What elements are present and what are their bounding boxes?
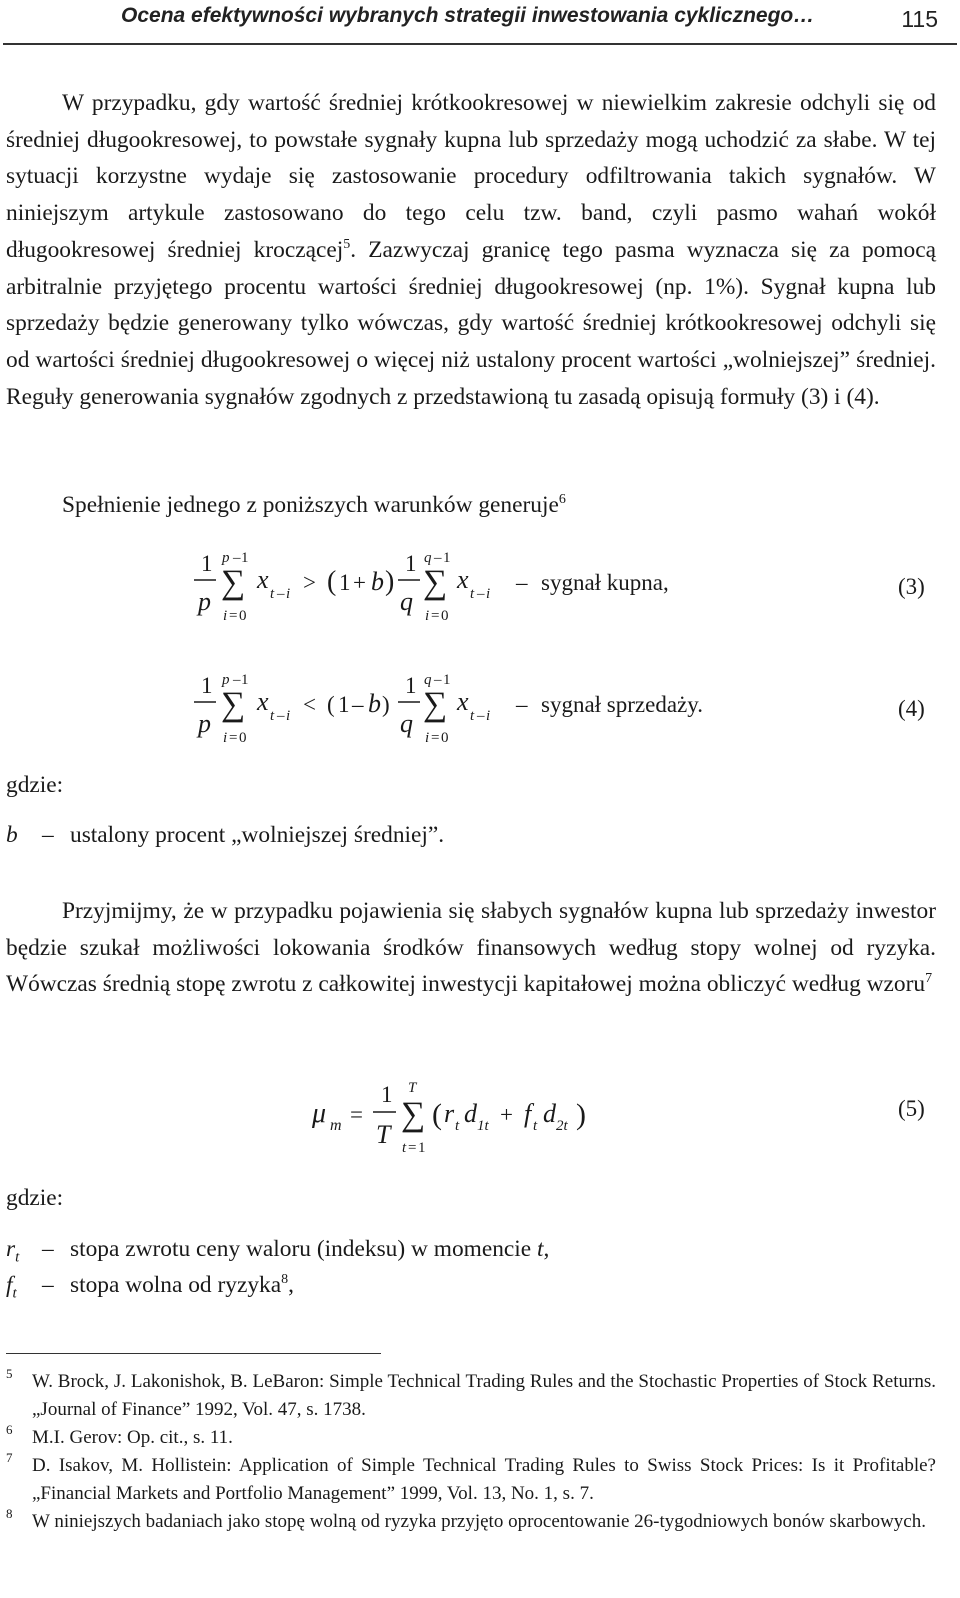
running-header: [0, 0, 960, 44]
svg-text:i: i: [486, 708, 491, 724]
svg-text:i: i: [286, 708, 291, 724]
r-subscript: t: [455, 1118, 460, 1134]
footnote-ref-5[interactable]: 5: [343, 237, 351, 253]
definition-list-1: [6, 822, 936, 856]
svg-text:t: t: [470, 586, 475, 602]
svg-text:1: 1: [418, 1140, 426, 1156]
plus-sign: +: [500, 1102, 513, 1127]
svg-text:p: p: [222, 550, 230, 566]
intro-text: Spełnienie jednego z poniższych warunków generuje: [62, 492, 559, 518]
where-label-1: gdzie:: [6, 772, 64, 798]
body-paragraph-2: [6, 893, 936, 1003]
mu-symbol: μ: [312, 1098, 327, 1129]
sum-sign-2: ∑: [423, 686, 448, 723]
formula-4: [0, 662, 960, 762]
fraction-denominator: T: [376, 1120, 391, 1149]
variable-f: f: [524, 1099, 532, 1128]
def-symbol: b: [6, 822, 18, 848]
factor-paren-close: ): [382, 692, 390, 717]
def-text: ustalony procent „wolniejszej średniej”.: [70, 822, 445, 848]
paren-close: ): [576, 1098, 586, 1131]
factor-b: b: [368, 689, 381, 718]
footnote-number: 8: [6, 1506, 13, 1521]
factor-b: b: [371, 567, 384, 596]
svg-text:p: p: [222, 672, 230, 688]
def-symbol: $f_t$: [6, 1272, 17, 1302]
subscript-t-i: [270, 708, 290, 724]
variable-x-2: x: [457, 687, 469, 716]
where-label-2: gdzie:: [6, 1185, 64, 1211]
footnote-8: [6, 1508, 936, 1536]
svg-text:=: =: [431, 730, 440, 746]
fraction-numerator: 1: [381, 1082, 393, 1107]
svg-text:–: –: [477, 708, 485, 724]
factor-paren-open: (: [327, 692, 335, 717]
paragraph-2-text: Przyjmijmy, że w przypadku pojawienia się słabych sygnałów kupna lub sprzedaży inwestor będzie szukał możliwości lokowania środków finansowych według stopy wolnej od ryzyka. Wówczas średnią stopę zwrotu z całkowitej inwestycji kapitałowej można obliczyć według wzoru: [6, 898, 936, 998]
svg-text:t: t: [270, 586, 275, 602]
lower-limit-2: [425, 608, 449, 624]
def-dash: –: [42, 1236, 54, 1262]
subscript-t-i-2: [470, 586, 490, 602]
svg-text:–: –: [277, 586, 285, 602]
svg-text:–: –: [477, 586, 485, 602]
svg-text:i: i: [286, 586, 291, 602]
factor-paren-open: (: [327, 566, 337, 597]
def-text: stopa wolna od ryzyka$^8$,: [70, 1272, 294, 1298]
svg-text:i: i: [425, 730, 430, 746]
d2-subscript: 2t: [556, 1118, 568, 1134]
svg-text:–: –: [233, 672, 241, 688]
formula-3: [0, 540, 960, 640]
footnote-6: [6, 1424, 936, 1452]
svg-text:0: 0: [239, 730, 247, 746]
footnote-text: M.I. Gerov: Op. cit., s. 11.: [32, 1427, 233, 1448]
footnote-text: W niniejszych badaniach jako stopę wolną od ryzyka przyjęto oprocentowanie 26-tygodniowych bonów skarbowych.: [32, 1511, 926, 1532]
factor-one: 1: [339, 570, 351, 595]
formula-5-svg: [0, 1070, 960, 1170]
svg-text:i: i: [223, 608, 228, 624]
paren-open: (: [432, 1098, 442, 1131]
subscript-t-i: [270, 586, 290, 602]
footnote-7: [6, 1452, 936, 1508]
def-dash: –: [42, 822, 54, 848]
variable-d1: d: [464, 1099, 477, 1128]
sum-sign: ∑: [221, 686, 246, 723]
fraction-denominator: p: [198, 709, 211, 738]
body-paragraph-1: [6, 85, 936, 415]
fraction-numerator-2: 1: [405, 551, 417, 576]
svg-text:1: 1: [241, 672, 249, 688]
svg-text:t: t: [470, 708, 475, 724]
footnote-text: W. Brock, J. Lakonishok, B. LeBaron: Simple Technical Trading Rules and the Stochastic Properties of Stock Returns. „Journal of Finance” 1992, Vol. 47, s. 1738.: [32, 1371, 936, 1420]
footnotes: [6, 1368, 936, 1536]
intro-line: [62, 492, 566, 519]
svg-text:=: =: [408, 1140, 417, 1156]
factor-one: 1: [338, 692, 350, 717]
footnote-ref-7[interactable]: 7: [925, 971, 933, 987]
svg-text:–: –: [434, 672, 442, 688]
svg-text:0: 0: [441, 730, 449, 746]
footnote-number: 6: [6, 1422, 13, 1437]
svg-text:1: 1: [443, 672, 451, 688]
equation-number: (4): [898, 696, 925, 721]
svg-text:=: =: [229, 608, 238, 624]
formula-label: sygnał kupna,: [541, 570, 669, 595]
svg-text:1: 1: [241, 550, 249, 566]
footnote-separator: [6, 1353, 381, 1354]
svg-text:0: 0: [239, 608, 247, 624]
footnote-5: [6, 1368, 936, 1424]
def-dash: –: [42, 1272, 54, 1298]
subscript-t-i-2: [470, 708, 490, 724]
fraction-denominator-2: q: [400, 587, 413, 616]
equation-number: (5): [898, 1096, 925, 1121]
def-symbol: $r_t$: [6, 1236, 20, 1266]
lower-limit: [223, 730, 247, 746]
footnote-ref-8[interactable]: 8: [281, 1272, 289, 1288]
svg-text:–: –: [434, 550, 442, 566]
svg-text:i: i: [486, 586, 491, 602]
svg-text:t: t: [402, 1140, 407, 1156]
paragraph-1-text-a: W przypadku, gdy wartość średniej krótkookresowej w niewielkim zakresie odchyli się od średniej długookresowej, to powstałe sygnały kupna lub sprzedaży mogą uchodzić za słabe. W tej sytuacji korzystne wydaje się zastosowanie procedury odfiltrowania takich sygnałów. W niniejszym artykule zastosowano do tego celu tzw. band, czyli pasmo wahań wokół długookresowej średniej kroczącej: [6, 90, 936, 263]
footnote-text: D. Isakov, M. Hollistein: Application of Simple Technical Trading Rules to Swiss Stock Prices: Is it Profitable? „Financial Markets and Portfolio Management” 1999, Vol. 13, No. 1, s. 7.: [32, 1455, 936, 1504]
svg-text:q: q: [424, 672, 432, 688]
svg-text:=: =: [229, 730, 238, 746]
header-rule: [3, 43, 957, 45]
footnote-number: 7: [6, 1450, 13, 1465]
upper-limit: T: [408, 1080, 417, 1096]
label-dash: –: [516, 692, 528, 717]
svg-text:0: 0: [441, 608, 449, 624]
formula-label: sygnał sprzedaży.: [541, 692, 703, 717]
fraction-denominator: p: [198, 587, 211, 616]
label-dash: –: [516, 570, 528, 595]
page-number: 115: [901, 6, 938, 32]
formula-3-svg: [0, 540, 960, 640]
lower-limit: [402, 1140, 426, 1156]
svg-text:i: i: [425, 608, 430, 624]
d1-subscript: 1t: [477, 1118, 489, 1134]
variable-x: x: [257, 687, 269, 716]
paragraph-1-text-b: . Zazwyczaj granicę tego pasma wyznacza się za pomocą arbitralnie przyjętego procentu wartości średniej długookresowej (np. 1%). Sygnał kupna lub sprzedaży będzie generowany tylko wówczas, gdy wartość średniej krótkookresowej odchyli się od wartości średniej długookresowej o więcej niż ustalony procent wartości „wolniejszej” średniej. Reguły generowania sygnałów zgodnych z przedstawioną tu zasadą opisują formuły (3) i (4).: [6, 236, 936, 410]
running-title: Ocena efektywności wybranych strategii inwestowania cyklicznego…: [121, 4, 815, 27]
svg-text:–: –: [277, 708, 285, 724]
footnote-number: 5: [6, 1366, 13, 1381]
svg-text:q: q: [424, 550, 432, 566]
factor-operator: +: [353, 570, 366, 595]
sum-sign: ∑: [221, 564, 246, 601]
svg-text:=: =: [431, 608, 440, 624]
svg-text:–: –: [233, 550, 241, 566]
factor-operator: –: [352, 692, 364, 717]
mu-subscript: m: [330, 1117, 342, 1134]
sum-sign: ∑: [401, 1096, 426, 1133]
footnote-ref-6[interactable]: 6: [558, 492, 566, 508]
svg-text:i: i: [223, 730, 228, 746]
fraction-numerator: 1: [201, 551, 213, 576]
fraction-numerator-2: 1: [405, 673, 417, 698]
variable-r: r: [444, 1099, 455, 1128]
svg-text:1: 1: [443, 550, 451, 566]
formula-4-svg: [0, 662, 960, 762]
fraction-denominator-2: q: [400, 709, 413, 738]
definition-list-2: [6, 1236, 936, 1316]
variable-x: x: [257, 565, 269, 594]
variable-x-2: x: [457, 565, 469, 594]
relation-sign: >: [303, 570, 316, 595]
equation-number: (3): [898, 574, 925, 599]
variable-d2: d: [543, 1099, 556, 1128]
relation-sign: <: [303, 692, 316, 717]
formula-5: [0, 1070, 960, 1170]
equals-sign: =: [350, 1102, 363, 1127]
lower-limit: [223, 608, 247, 624]
svg-text:t: t: [270, 708, 275, 724]
def-text: stopa zwrotu ceny waloru (indeksu) w momencie t,: [70, 1236, 550, 1262]
factor-paren-close: ): [385, 566, 395, 597]
fraction-numerator: 1: [201, 673, 213, 698]
sum-sign-2: ∑: [423, 564, 448, 601]
f-subscript: t: [533, 1118, 538, 1134]
lower-limit-2: [425, 730, 449, 746]
